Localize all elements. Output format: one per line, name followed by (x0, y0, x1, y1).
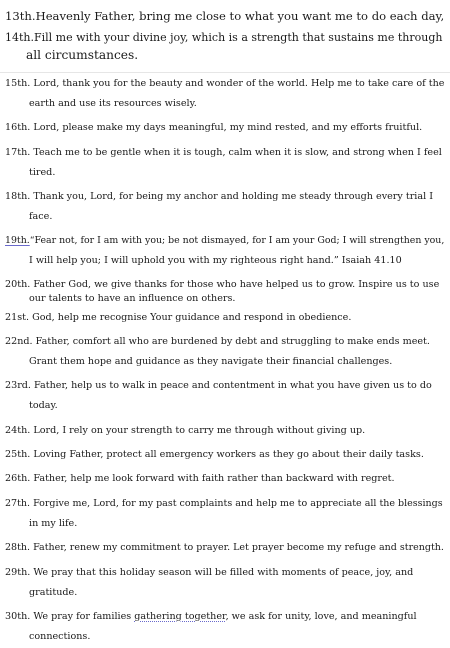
item-text: , we ask for unity, love, and meaningful (225, 611, 417, 622)
item-text-continued: I will help you; I will uphold you with my righteous right hand.” Isaiah 41.10 (29, 255, 402, 266)
item-number: 16th. (5, 122, 34, 133)
item-number: 18th. (5, 191, 34, 202)
item-number: 26th. (5, 473, 34, 484)
item-text-continued: today. (29, 400, 58, 411)
item-number: 21st. (5, 312, 33, 323)
item-text: Lord, please make my days meaningful, my mind rested, and my efforts fruitful. (33, 122, 423, 133)
item-number: 15th. (5, 78, 34, 89)
item-text: Fill me with your divine joy, which is a strength that sustains me through (34, 31, 443, 44)
item-text: Lord, thank you for the beauty and wonder of the world. Help me to take care of the (33, 78, 445, 89)
item-text: Loving Father, protect all emergency workers as they go about their daily tasks. (33, 449, 424, 460)
item-text-continued: in my life. (29, 518, 78, 529)
item-text: Teach me to be gentle when it is tough, calm when it is slow, and strong when I feel (33, 147, 442, 158)
item-number: 29th. (5, 567, 34, 578)
item-number: 23rd. (5, 380, 35, 391)
item-text: We pray for families (33, 611, 135, 622)
item-text: Forgive me, Lord, for my past complaints and help me to appreciate all the blessings (33, 498, 443, 509)
item-number: 30th. (5, 611, 34, 622)
item-text: God, help me recognise Your guidance and respond in obedience. (32, 312, 352, 323)
item-text-continued: all circumstances. (26, 48, 139, 62)
item-text-continued: face. (29, 211, 53, 222)
item-number: 20th. (5, 279, 34, 290)
item-text: We pray that this holiday season will be filled with moments of peace, joy, and (33, 567, 414, 578)
item-text-continued: Grant them hope and guidance as they navigate their financial challenges. (29, 356, 393, 367)
item-text: Father, help us to walk in peace and contentment in what you have given us to do (34, 380, 432, 391)
flagged-phrase: gathering together (134, 611, 226, 622)
item-text: Father God, we give thanks for those who have helped us to grow. Inspire us to use (33, 279, 440, 290)
item-number: 28th. (5, 542, 34, 553)
item-number: 24th. (5, 425, 34, 436)
item-text: Thank you, Lord, for being my anchor and holding me steady through every trial I (33, 191, 433, 202)
section-divider (0, 72, 450, 73)
item-number: 27th. (5, 498, 34, 509)
item-number: 19th. (5, 235, 30, 246)
item-number: 17th. (5, 147, 34, 158)
item-text-continued: tired. (29, 167, 56, 178)
item-text-continued: connections. (29, 631, 91, 642)
item-text-continued: earth and use its resources wisely. (29, 98, 197, 109)
item-text: Heavenly Father, bring me close to what you want me to do each day, (35, 9, 445, 23)
item-text-continued: our talents to have an influence on others. (29, 293, 236, 304)
item-number: 25th. (5, 449, 34, 460)
item-number: 22nd. (5, 336, 36, 347)
item-text: Father, comfort all who are burdened by debt and struggling to make ends meet. (35, 336, 430, 347)
item-text-continued: gratitude. (29, 587, 78, 598)
item-number: 14th. (5, 31, 34, 44)
item-text: “Fear not, for I am with you; be not dismayed, for I am your God; I will strengthen you, (29, 235, 445, 246)
item-number: 13th. (5, 9, 36, 23)
item-text: Father, help me look forward with faith rather than backward with regret. (33, 473, 395, 484)
item-text: Lord, I rely on your strength to carry me through without giving up. (33, 425, 366, 436)
item-text: Father, renew my commitment to prayer. Let prayer become my refuge and strength. (33, 542, 444, 553)
